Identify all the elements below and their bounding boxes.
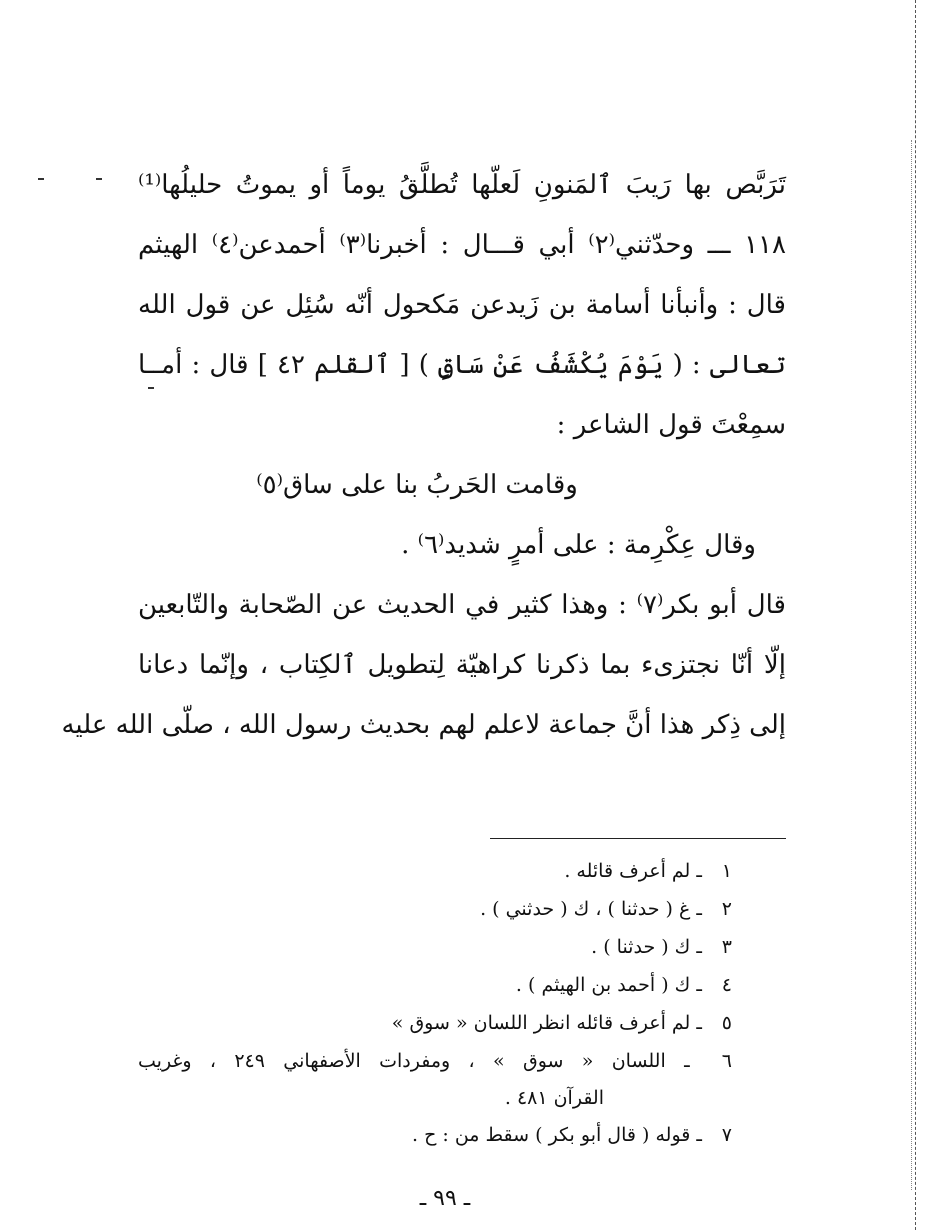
text-line: إلّا أنّا نجتزىء بما ذكرنا كراهيّة لِتطويل ٱلكِتاب ، وإنّما دعانا xyxy=(138,650,786,680)
scan-speck xyxy=(38,178,44,180)
footnote-text: ـ ك ( حدثنا ) . xyxy=(591,936,702,958)
footnote-number: ٤ xyxy=(721,974,732,996)
footnote-number: ٢ xyxy=(721,898,732,920)
page-number: ـ ٩٩ ـ xyxy=(419,1186,471,1211)
footnote-number: ٣ xyxy=(721,936,732,958)
footnote-separator xyxy=(490,838,786,839)
scan-speck xyxy=(96,178,102,180)
footnote-continuation: القرآن ٤٨١ . xyxy=(504,1087,604,1109)
text-line: سمِعْتَ قول الشاعر : xyxy=(556,410,786,440)
footnote-text: ـ ك ( أحمد بن الهيثم ) . xyxy=(515,974,702,996)
text-line: وقال عِكْرِمة : على أمرٍ شديد⁽٦⁾ . xyxy=(401,530,756,560)
verse-line-centered: وقامت الحَربُ بنا على ساق⁽٥⁾ xyxy=(256,470,578,500)
scan-edge-line xyxy=(915,0,916,1230)
text-line: ١١٨ ـــ وحدّثني⁽٢⁾ أبي قـــال : أخبرنا⁽٣⁾ أحمدعن⁽٤⁾ الهيثم xyxy=(138,230,786,260)
text-line: إلى ذِكر هذا أنَّ جماعة لاعلم لهم بحديث رسول الله ، صلّى الله عليه xyxy=(61,710,786,740)
footnote-text: ـ غ ( حدثنا ) ، ك ( حدثني ) . xyxy=(480,898,702,920)
footnote xyxy=(138,928,732,966)
footnote-number: ٥ xyxy=(721,1012,732,1034)
footnotes xyxy=(138,852,732,1154)
text-line: تعالى : ( يَوْمَ يُكْشَفُ عَنْ سَاقٍ ) [ ٱلقلم ٤٢ ] قال : أمــا xyxy=(138,350,786,380)
footnote xyxy=(138,966,732,1004)
footnote-text: ـ لم أعرف قائله . xyxy=(564,860,702,882)
footnote xyxy=(138,852,732,890)
footnote-text: ـ اللسان « سوق » ، ومفردات الأصفهاني ٢٤٩ ، وغريب xyxy=(138,1050,690,1072)
footnote xyxy=(138,890,732,928)
footnote-number: ٦ xyxy=(721,1050,732,1072)
scan-edge-line-inner xyxy=(911,140,912,1190)
footnote-number: ١ xyxy=(721,860,732,882)
footnote-number: ٧ xyxy=(721,1124,732,1146)
text-line: قال : وأنبأنا أسامة بن زَيدعن مَكحول أنّه سُئِل عن قول الله xyxy=(138,290,786,320)
footnote xyxy=(138,1042,732,1080)
footnote-text: ـ لم أعرف قائله انظر اللسان « سوق » xyxy=(391,1012,702,1034)
footnote xyxy=(138,1116,732,1154)
text-line: قال أبو بكر⁽٧⁾ : وهذا كثير في الحديث عن الصّحابة والتّابعين xyxy=(138,590,786,620)
footnote xyxy=(138,1004,732,1042)
main-text xyxy=(61,170,786,770)
footnote-text: ـ قوله ( قال أبو بكر ) سقط من : ح . xyxy=(412,1124,702,1146)
verse-line: تَرَبَّص بها رَيبَ ٱلمَنونِ لَعلّها تُطلَّقُ يوماً أو يموتُ حليلُها⁽¹⁾ xyxy=(138,170,786,200)
